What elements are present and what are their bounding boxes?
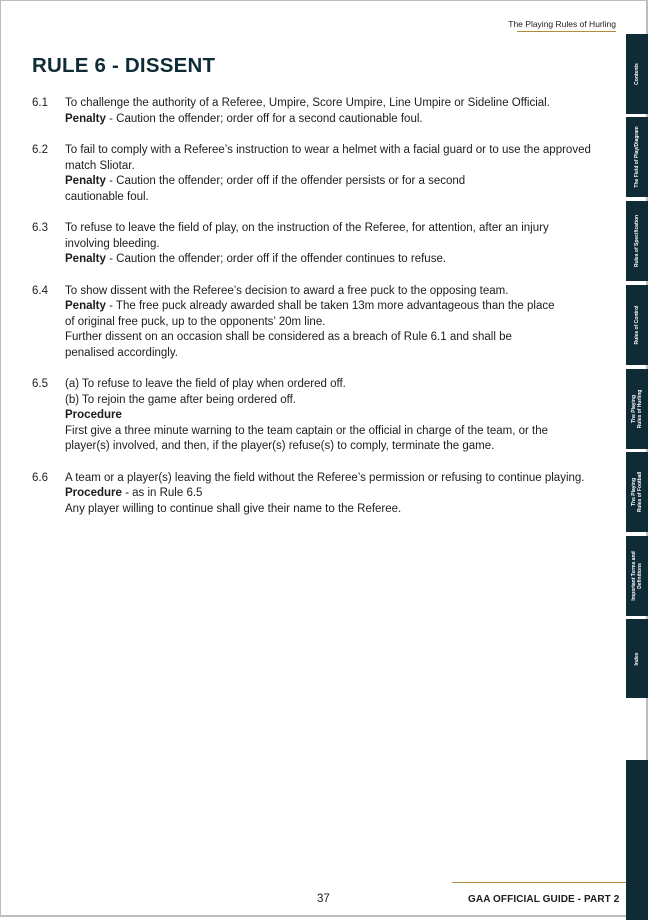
tab-playing-rules-hurling[interactable] [626, 369, 648, 449]
rule-6-4 [32, 284, 592, 362]
tab-label-line1: The Playing [631, 394, 637, 424]
page-title: RULE 6 - DISSENT [32, 54, 216, 77]
rule-text: To refuse to leave the field of play, on the instruction of the Referee, for attention, after an injury involving bleeding. [65, 222, 549, 250]
rule-number: 6.4 [32, 284, 48, 297]
rule-line-b: (b) To rejoin the game after being ordered off. [65, 393, 296, 406]
rule-text: A team or a player(s) leaving the field without the Referee’s permission or refusing to continue playing. [65, 471, 585, 484]
procedure-extra: Any player willing to continue shall give their name to the Referee. [65, 502, 402, 515]
rule-text: To challenge the authority of a Referee, Umpire, Score Umpire, Line Umpire or Sideline Official. [65, 97, 550, 109]
rule-6-6 [32, 471, 592, 518]
tab-playing-rules-football[interactable] [626, 452, 648, 532]
rule-line-a: (a) To refuse to leave the field of play when ordered off. [65, 378, 346, 390]
tab-field-of-play[interactable] [626, 117, 648, 197]
penalty-label: Penalty [65, 300, 106, 312]
penalty-text: - Caution the offender; order off for a second cautionable foul. [105, 112, 423, 125]
penalty-label: Penalty [65, 253, 106, 265]
penalty-label: Penalty [65, 112, 106, 125]
tab-rules-of-specification[interactable] [626, 201, 648, 281]
rule-text: To show dissent with the Referee’s decision to award a free puck to the opposing team. [65, 284, 509, 297]
rule-number: 6.6 [32, 471, 48, 484]
tab-label: Index [634, 651, 640, 666]
rule-number: 6.2 [32, 144, 48, 156]
penalty-text: - The free puck already awarded shall be taken 13m more advantageous than the place of original free puck, up to the opponents’ 20m line. [65, 300, 555, 328]
procedure-label: Procedure [65, 409, 122, 421]
tab-label-line1: The Playing [631, 477, 637, 507]
procedure-text: First give a three minute warning to the team captain or the official in charge of the team, or the player(s) involved, and then, if the player(s) refuse(s) to comply, terminate the game. [65, 424, 549, 452]
penalty-label: Penalty [65, 175, 106, 187]
tab-index[interactable] [626, 619, 648, 698]
rule-number: 6.5 [32, 378, 48, 390]
page-number: 37 [317, 893, 330, 905]
tab-label: Contents [634, 63, 640, 85]
rule-number: 6.1 [32, 97, 48, 109]
footer-rule [452, 882, 626, 883]
tab-label-line2: Rules of Hurling [637, 389, 643, 429]
procedure [65, 486, 592, 502]
tab-important-terms[interactable] [626, 536, 648, 616]
penalty [65, 252, 592, 268]
rule-6-2 [32, 143, 592, 205]
tab-contents[interactable] [626, 34, 648, 114]
penalty-text: - Caution the offender; order off if the offender persists or for a second cautionable foul. [65, 175, 466, 203]
footer-side-bar [626, 760, 648, 920]
tab-label-line1: Important Terms and [631, 551, 637, 601]
tab-label: Rules of Control [634, 305, 640, 345]
header-rule [517, 31, 616, 32]
penalty-text: - Caution the offender; order off if the offender continues to refuse. [105, 253, 447, 265]
procedure-text: - as in Rule 6.5 [121, 487, 203, 499]
penalty [65, 112, 592, 128]
rule-6-1 [32, 96, 592, 127]
penalty [65, 299, 555, 330]
rule-6-3 [32, 221, 592, 268]
tab-rules-of-control[interactable] [626, 285, 648, 365]
rule-number: 6.3 [32, 222, 48, 234]
procedure-label: Procedure [65, 487, 122, 499]
rule-6-5 [32, 377, 592, 455]
tab-label: The Field of Play/Diagram [634, 126, 640, 188]
page-frame-top [0, 0, 648, 1]
penalty-extra: Further dissent on an occasion shall be considered as a breach of Rule 6.1 and shall be penalised accordingly. [65, 331, 512, 359]
rule-text: To fail to comply with a Referee’s instruction to wear a helmet with a facial guard or to use the approved match Sliotar. [65, 144, 591, 172]
footer-title: GAA OFFICIAL GUIDE - PART 2 [468, 894, 620, 905]
tab-label: Rules of Specification [634, 214, 640, 268]
tab-label-line2: Rules of Football [637, 471, 643, 513]
penalty [65, 174, 495, 205]
page-frame-left [0, 0, 1, 917]
running-header: The Playing Rules of Hurling [508, 19, 616, 29]
tab-label-line2: Definitions [637, 563, 643, 589]
rules-list [32, 96, 592, 517]
